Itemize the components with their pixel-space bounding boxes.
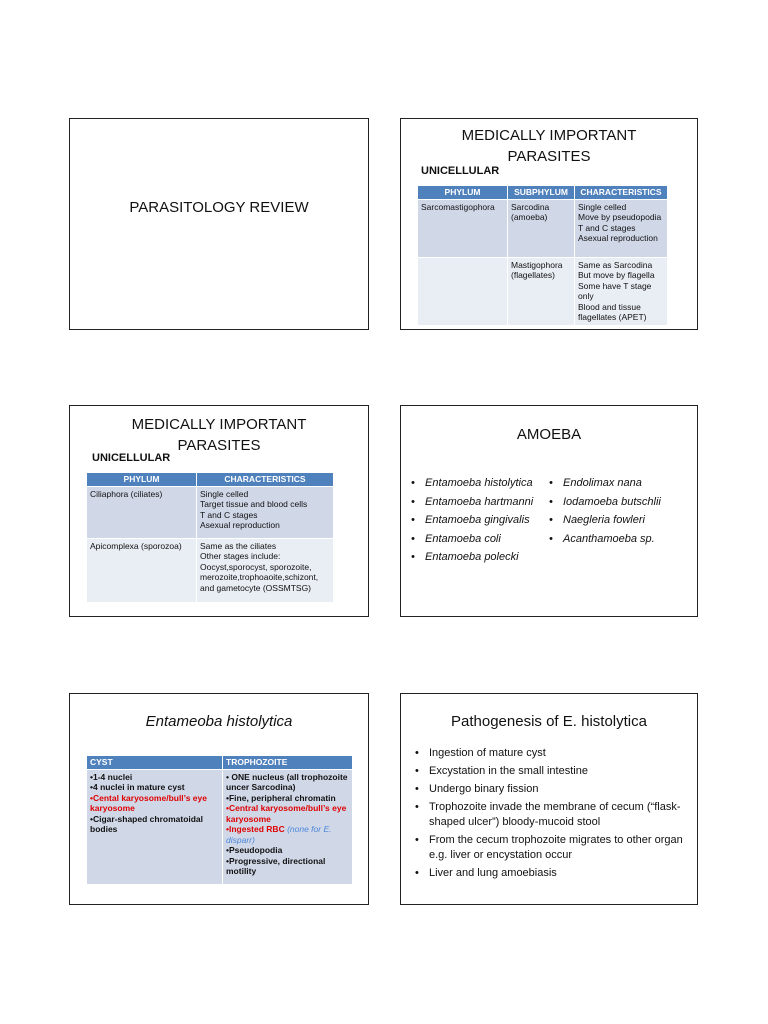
table-cell: Sarcomastigophora	[418, 199, 508, 257]
table-cell: Same as Sarcodina But move by flagella Some have T stage only Blood and tissue flagellates (APET)	[575, 257, 668, 325]
slide-title: MEDICALLY IMPORTANT PARASITES	[131, 416, 307, 454]
table-cell: Ciliaphora (ciliates)	[87, 486, 197, 538]
phylum-table	[417, 185, 668, 326]
column-header: CYST	[87, 756, 223, 770]
stage-table	[86, 755, 353, 885]
slide-6	[400, 693, 698, 905]
section-subheading: UNICELLULAR	[421, 165, 500, 177]
slide-3	[69, 405, 369, 617]
table-row	[418, 257, 668, 325]
list-item: • Entamoeba hartmanni	[411, 493, 533, 512]
troph-point: •Central karyosome/bull’s eye karyosome	[226, 803, 347, 824]
list-item: • Undergo binary fission	[415, 782, 685, 797]
list-item: • Trophozoite invade the membrane of cecum (“flask-shaped ulcer”) bloody-mucoid stool	[415, 800, 685, 830]
table-row	[87, 769, 353, 884]
troph-note: (none for E. disparr)	[226, 824, 332, 845]
slide-1	[69, 118, 369, 330]
column-header: CHARACTERISTICS	[575, 186, 668, 200]
table-cell	[418, 257, 508, 325]
cyst-point: •Cigar-shaped chromatoidal bodies	[90, 813, 204, 834]
list-item: • Entamoeba histolytica	[411, 474, 533, 493]
cyst-point: •1-4 nuclei	[90, 771, 133, 782]
list-item: • Endolimax nana	[549, 474, 661, 493]
slide-5	[69, 693, 369, 905]
table-cell: Single celled Move by pseudopodia T and C stages Asexual reproduction	[575, 199, 668, 257]
troph-point: •Pseudopodia	[226, 845, 283, 855]
amoeba-list-right	[549, 474, 661, 548]
list-item: • Acanthamoeba sp.	[549, 530, 661, 549]
list-item: • Excystation in the small intestine	[415, 764, 685, 779]
column-header: PHYLUM	[418, 186, 508, 200]
column-header: SUBPHYLUM	[508, 186, 575, 200]
cyst-point: •Cental karyosome/bull’s eye karyosome	[90, 792, 207, 813]
list-item: • Iodamoeba butschlii	[549, 493, 661, 512]
slide-4	[400, 405, 698, 617]
troph-point: •Progressive, directional motility	[226, 855, 326, 876]
table-cell: Sarcodina (amoeba)	[508, 199, 575, 257]
phylum-table	[86, 472, 334, 603]
troph-point: • ONE nucleus (all trophozoite uncer Sarcodina)	[226, 771, 348, 792]
list-item: • Entamoeba gingivalis	[411, 511, 533, 530]
amoeba-list-left	[411, 474, 533, 567]
list-item: • Naegleria fowleri	[549, 511, 661, 530]
slide-title: MEDICALLY IMPORTANT PARASITES	[461, 127, 637, 165]
list-item: • Entamoeba polecki	[411, 548, 533, 567]
list-item: • Entamoeba coli	[411, 530, 533, 549]
troph-point-rbc	[226, 824, 349, 845]
slide-title: PARASITOLOGY REVIEW	[129, 199, 309, 216]
list-item: • From the cecum trophozoite migrates to other organ e.g. liver or encystation occur	[415, 833, 685, 863]
slide-2	[400, 118, 698, 330]
cyst-cell	[87, 769, 223, 884]
table-cell: Single celled Target tissue and blood cells T and C stages Asexual reproduction	[197, 486, 334, 538]
list-item: • Ingestion of mature cyst	[415, 746, 685, 761]
column-header: TROPHOZOITE	[223, 756, 353, 770]
table-row	[87, 538, 334, 602]
slide-title: AMOEBA	[516, 426, 582, 443]
slide-title: Entameoba histolytica	[145, 713, 293, 730]
cyst-point: •4 nuclei in mature cyst	[90, 782, 185, 792]
table-cell: Apicomplexa (sporozoa)	[87, 538, 197, 602]
list-item: • Liver and lung amoebiasis	[415, 866, 685, 881]
table-row	[87, 486, 334, 538]
troph-point: •Fine, peripheral chromatin	[226, 792, 336, 803]
table-row	[418, 199, 668, 257]
table-cell: Mastigophora (flagellates)	[508, 257, 575, 325]
troph-point: •Ingested RBC	[226, 824, 285, 834]
column-header: PHYLUM	[87, 473, 197, 487]
trophozoite-cell	[223, 769, 353, 884]
table-cell: Same as the ciliates Other stages include: Oocyst,sporocyst, sporozoite, merozoite,trophoaoite,schizont, and gametocyte (OSSMTSG)	[197, 538, 334, 602]
slide-title: Pathogenesis of E. histolytica	[451, 713, 647, 730]
pathogenesis-list	[415, 746, 685, 881]
column-header: CHARACTERISTICS	[197, 473, 334, 487]
section-subheading: UNICELLULAR	[92, 452, 171, 464]
